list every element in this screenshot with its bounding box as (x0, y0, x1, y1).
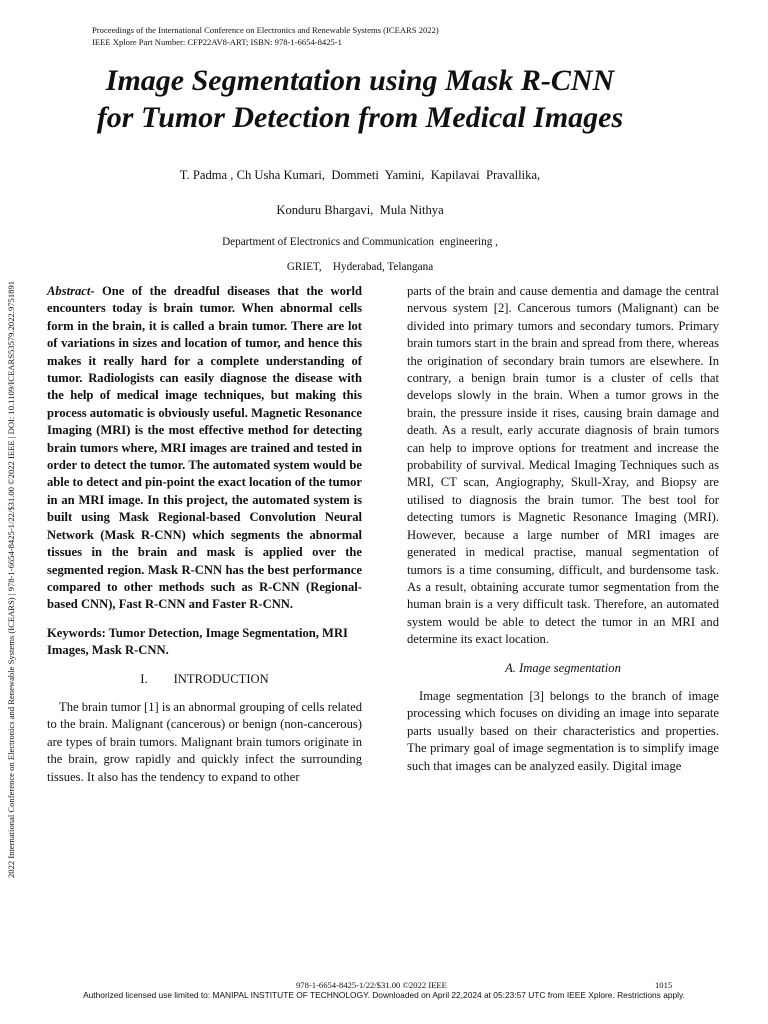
conference-header-line1: Proceedings of the International Conference on Electronics and Renewable Systems (ICEARS 2022) (92, 25, 439, 35)
authors-line2: Konduru Bhargavi, Mula Nithya (276, 203, 444, 217)
abstract-text: One of the dreadful diseases that the world encounters today is brain tumor. When abnormal cells form in the brain, it is called a brain tumor. There are lot of variations in sizes and location of tumor, and hence this makes it really hard for a complete understanding of tumor. Radiologists can easily diagnose the disease with the help of medical image techniques, but making this process automatic is obviously useful. Magnetic Resonance Imaging (MRI) is the most effective method for detecting brain tumors where, MRI images are trained and tested in order to detect the tumor. The automated system would be able to detect and pin-point the exact location of the tumor in an MRI image. In this project, the automated system is built using Mask Regional-based Convolution Neural Network (Mask R-CNN) which segments the abnormal tissues in the brain and mask is applied over the segmented region. Mask R-CNN has the best performance compared to other methods such as R-CNN (Regional-based CNN), Fast R-CNN and Faster R-CNN. (47, 284, 362, 612)
page-number: 1015 (655, 980, 673, 990)
abstract-label: Abstract- (47, 284, 95, 298)
image-segmentation-paragraph: Image segmentation [3] belongs to the branch of image processing which focuses on dividing an image into separate parts usually based on their characteristics and properties. The primary goal of image segmentation is to simplify image such that images can be analyzed easily. Digital image (407, 688, 719, 773)
right-column (407, 283, 719, 775)
doi-sidebar: 2022 International Conference on Electronics and Renewable Systems (ICEARS) | 978-1-6654-8425-1/22/$31.00 ©2022 IEEE | DOI: 10.1109/ICEARS53579.2022.9751891 (6, 280, 16, 878)
authorized-use-notice: Authorized licensed use limited to: MANIPAL INSTITUTE OF TECHNOLOGY. Downloaded on April 22,2024 at 05:23:57 UTC from IEEE Xplore. Restrictions apply. (83, 990, 685, 1000)
intro-paragraph-continued: parts of the brain and cause dementia and damage the central nervous system [2]. Cancerous tumors (Malignant) can be divided into primary tumors and secondary tumors. Primary brain tumors start in the brain and spread from there, whereas the origination of secondary brain tumors are elsewhere. In contrary, a benign brain tumor is a cluster of cells that develops slowly in the brain. When a tumor grows in the brain, the pressure inside it rises, causing brain damage and death. As a result, early accurate diagnosis of brain tumors can help to improve options for treatment and increase the probability of survival. Medical Imaging Techniques such as MRI, CT scan, Angiography, Skull-Xray, and Biopsy are utilised to diagnosis the brain tumor. The best tool for detecting tumors is Magnetic Resonance Imaging (MRI). However, because a large number of MRI images are generated in medical practise, manual segmentation of tumors is a time consuming, difficult, and burdensome task. As a result, obtaining accurate tumor segmentation from the human brain is a very difficult task. Therefore, an automated system would be able to detect the tumor in an MRI and determine its exact location. (407, 284, 719, 647)
affiliation-line2: GRIET, Hyderabad, Telangana (286, 261, 434, 273)
left-column (47, 283, 362, 786)
paper-title-line1: Image Segmentation using Mask R-CNN (105, 64, 615, 97)
section-heading-introduction (47, 671, 362, 688)
paper-title-line2: for Tumor Detection from Medical Images (96, 101, 624, 134)
footer-copyright: 978-1-6654-8425-1/22/$31.00 ©2022 IEEE (296, 980, 447, 990)
affiliation-line1: Department of Electronics and Communication engineering , (222, 236, 498, 248)
section-title: INTRODUCTION (173, 671, 269, 686)
keywords: Keywords: Tumor Detection, Image Segmentation, MRI Images, Mask R-CNN. (47, 625, 348, 658)
section-number: I. (140, 671, 148, 686)
paper-title (40, 62, 680, 136)
subsection-heading: A. Image segmentation (505, 660, 621, 675)
conference-header-line2: IEEE Xplore Part Number: CFP22AV8-ART; ISBN: 978-1-6654-8425-1 (92, 37, 342, 47)
abstract (47, 283, 362, 614)
authors-line1: T. Padma , Ch Usha Kumari, Dommeti Yamini, Kapilavai Pravallika, (179, 168, 541, 182)
intro-paragraph: The brain tumor [1] is an abnormal grouping of cells related to the brain. Malignant (cancerous) or benign (non-cancerous) are types of brain tumors. Malignant brain tumors originate in the brain, grow rapidly and quickly infect the surrounding tissues. It also has the tendency to expand to other (47, 699, 362, 784)
conference-header (92, 24, 439, 48)
